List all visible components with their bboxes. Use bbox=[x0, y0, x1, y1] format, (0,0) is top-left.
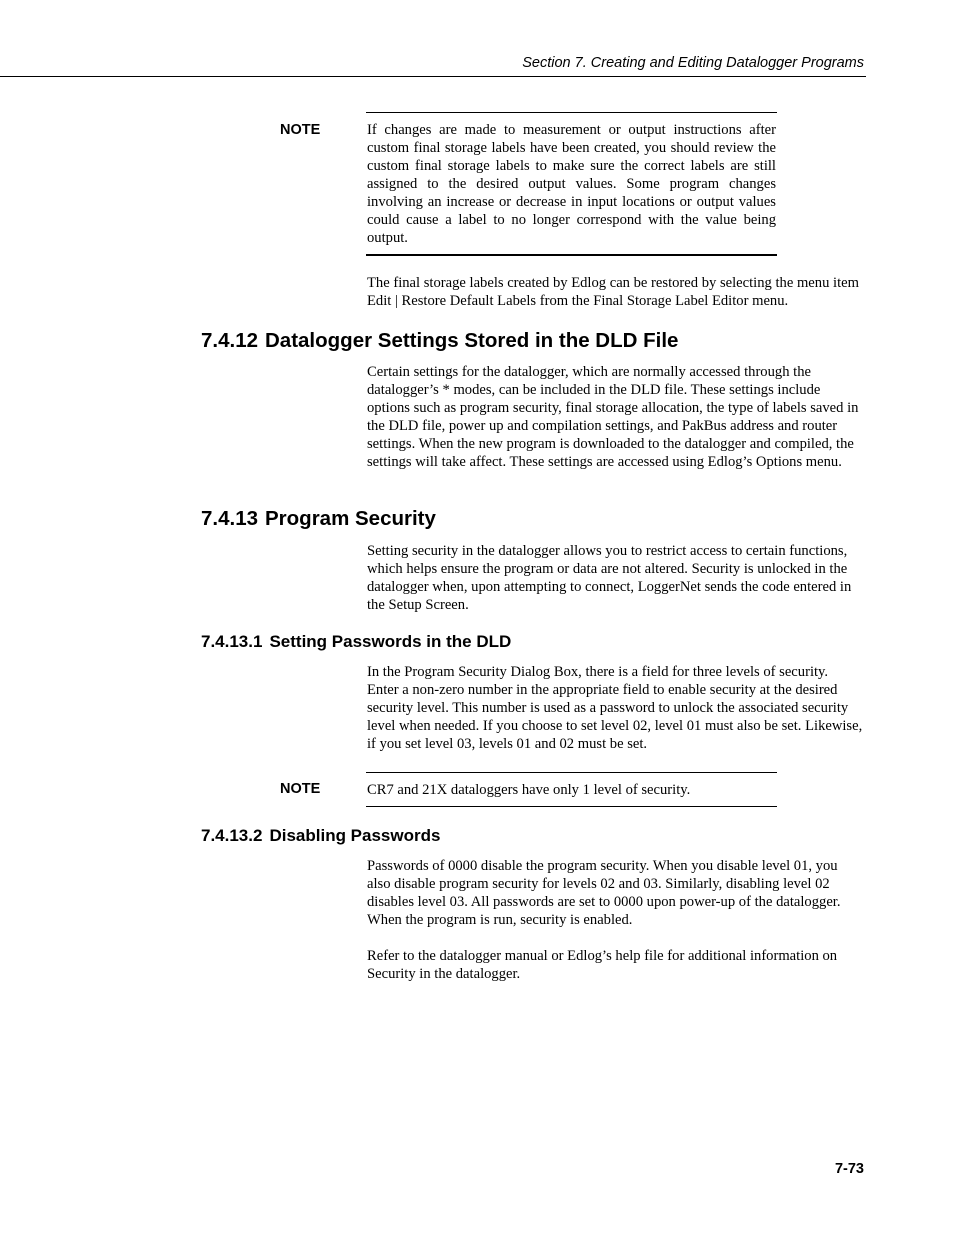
section-number: 7.4.13 bbox=[201, 507, 258, 530]
note-top-rule bbox=[366, 112, 777, 113]
note-top-rule bbox=[366, 772, 777, 773]
paragraph-setting-passwords: In the Program Security Dialog Box, there is a field for three levels of security. Enter a non-zero number in the appropriate field to enable security at the desired security level. This number is used as a password to unlock the associated security level when needed. If you choose to set level 02, level 01 must also be set. Likewise, if you set level 03, levels 01 and 02 must be set. bbox=[367, 664, 863, 752]
section-title: Setting Passwords in the DLD bbox=[269, 632, 512, 651]
running-header: Section 7. Creating and Editing Datalogger Programs bbox=[522, 55, 864, 71]
paragraph-program-security: Setting security in the datalogger allows you to restrict access to certain functions, which helps ensure the program or data are not altered. Security is unlocked in the datalogger when, upon attempting to connect, LoggerNet sends the code entered in the Setup Screen. bbox=[367, 543, 852, 613]
page-number: 7-73 bbox=[834, 1161, 864, 1177]
section-title: Disabling Passwords bbox=[269, 826, 441, 845]
section-number: 7.4.13.1 bbox=[201, 632, 263, 651]
paragraph-dld-settings: Certain settings for the datalogger, which are normally accessed through the datalogger’s * modes, can be included in the DLD file. These settings include options such as program security, final storage allocation, the type of labels saved in the DLD file, power up and compilation settings, and PakBus address and router settings. When the new program is downloaded to the datalogger and compiled, the settings will take affect. These settings are accessed using Edlog’s Options menu. bbox=[367, 364, 859, 470]
paragraph-restore-labels: The final storage labels created by Edlog can be restored by selecting the menu item Edit | Restore Default Labels from the Final Storage Label Editor menu. bbox=[367, 275, 859, 309]
section-heading-7-4-13-1 bbox=[201, 632, 511, 652]
note-bottom-rule bbox=[366, 254, 777, 256]
section-title: Datalogger Settings Stored in the DLD File bbox=[265, 329, 679, 352]
note-label: NOTE bbox=[280, 781, 321, 797]
note-text: If changes are made to measurement or output instructions after custom final storage labels have been created, you should review the custom final storage labels to make sure the correct labels are still assigned to the desired output values. Some program changes involving an increase or decrease in input locations or output values could cause a label to no longer correspond with the value being output. bbox=[367, 122, 776, 246]
paragraph-refer-manual: Refer to the datalogger manual or Edlog’s help file for additional information on Security in the datalogger. bbox=[367, 948, 838, 982]
paragraph-disabling-passwords: Passwords of 0000 disable the program security. When you disable level 01, you also disable program security for levels 02 and 03. Similarly, disabling level 02 disables level 03. All passwords are set to 0000 upon power-up of the datalogger. When the program is run, security is enabled. bbox=[367, 858, 841, 928]
section-title: Program Security bbox=[265, 507, 436, 530]
section-number: 7.4.13.2 bbox=[201, 826, 263, 845]
section-heading-7-4-12 bbox=[201, 329, 678, 353]
note-label: NOTE bbox=[280, 122, 321, 138]
section-heading-7-4-13 bbox=[201, 507, 436, 531]
header-divider bbox=[0, 76, 866, 77]
note-bottom-rule bbox=[366, 806, 777, 807]
section-number: 7.4.12 bbox=[201, 329, 258, 352]
note-text: CR7 and 21X dataloggers have only 1 level of security. bbox=[367, 782, 691, 798]
section-heading-7-4-13-2 bbox=[201, 826, 440, 846]
